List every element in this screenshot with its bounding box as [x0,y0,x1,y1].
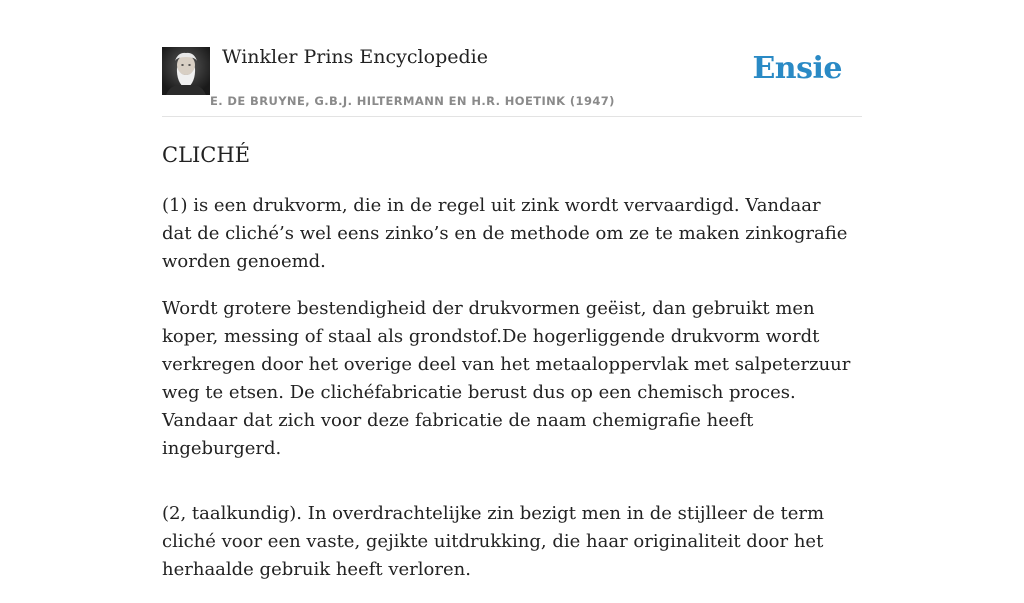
entry-paragraph: (2, taalkundig). In overdrachtelijke zin bezigt men in de stijlleer de term cliché voor een vaste, gejikte uitdrukking, die haar originaliteit door het herhaalde gebruik heeft verloren. [162,503,825,580]
page-header [162,45,862,117]
authors-line: E. DE BRUYNE, G.B.J. HILTERMANN EN H.R. HOETINK (1947) [210,94,615,108]
book-title[interactable]: Winkler Prins Encyclopedie [222,46,488,68]
entry-paragraph: Wordt grotere bestendigheid der drukvormen geëist, dan gebruikt men koper, messing of staal als grondstof.De hogerliggende drukvorm wordt verkregen door het overige deel van het metaaloppervlak met salpeterzuur weg te etsen. De clichéfabricatie berust dus op een chemisch proces. Vandaar dat zich voor deze fabricatie de naam chemigrafie heeft ingeburgerd. [162,298,851,459]
entry-paragraph: (1) is een drukvorm, die in de regel uit zink wordt vervaardigd. Vandaar dat de cliché’s wel eens zinko’s en de methode om ze te maken zinkografie worden genoemd. [162,195,848,272]
brand-logo[interactable]: Ensie [752,51,842,86]
entry-title: CLICHÉ [162,143,251,167]
author-portrait-icon [162,47,210,95]
entry-content [162,140,852,603]
